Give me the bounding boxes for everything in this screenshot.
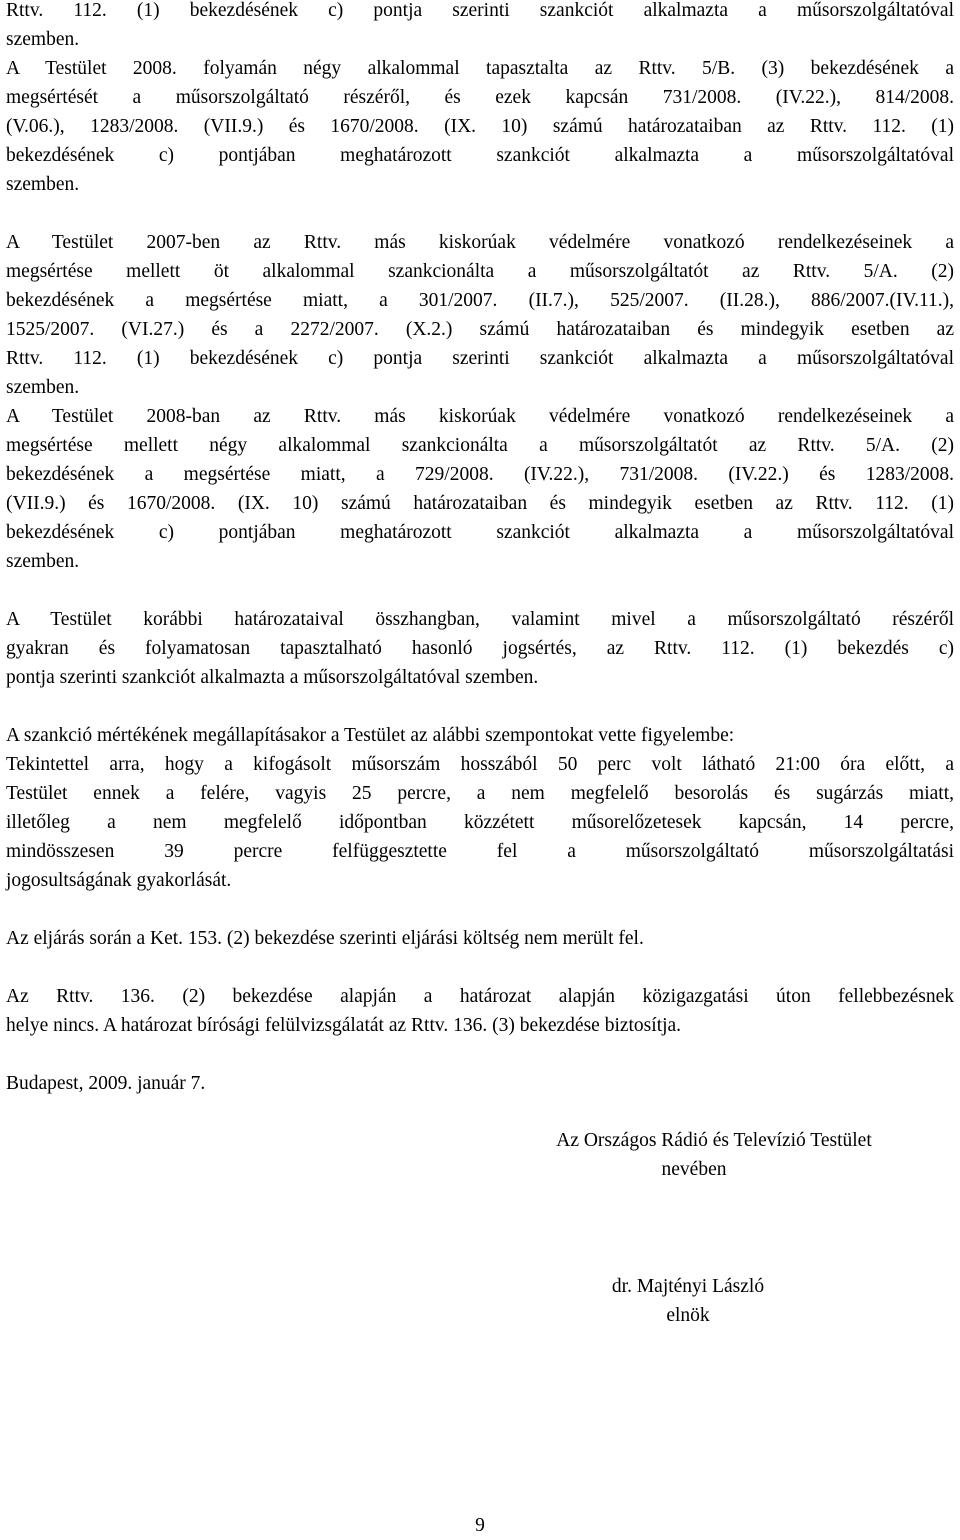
text-line: Rttv. 112. (1) bekezdésének c) pontja szerinti szankciót alkalmazta a műsorszolgáltatóval	[6, 0, 954, 21]
text-line: 1525/2007. (VI.27.) és a 2272/2007. (X.2.) számú határozataiban és mindegyik esetben az	[6, 319, 954, 340]
text-line: megsértése mellett négy alkalommal szankcionálta a műsorszolgáltatót az Rttv. 5/A. (2)	[6, 435, 954, 456]
text-line: Az Rttv. 136. (2) bekezdése alapján a határozat alapján közigazgatási úton fellebbezésnek	[6, 986, 954, 1007]
text-line: Az eljárás során a Ket. 153. (2) bekezdése szerinti eljárási költség nem merült fel.	[6, 928, 644, 949]
text-line: (VII.9.) és 1670/2008. (IX. 10) számú határozataiban és mindegyik esetben az Rttv. 112. (1)	[6, 493, 954, 514]
text-line: pontja szerinti szankciót alkalmazta a műsorszolgáltatóval szemben.	[6, 667, 539, 688]
text-line: megsértése mellett öt alkalommal szankcionálta a műsorszolgáltatót az Rttv. 5/A. (2)	[6, 261, 954, 282]
text-line: mindösszesen 39 percre felfüggesztette fel a műsorszolgáltató műsorszolgáltatási	[6, 841, 954, 862]
signature-name: dr. Majtényi László	[611, 1276, 765, 1297]
text-line: A Testület 2007-ben az Rttv. más kiskorúak védelmére vonatkozó rendelkezéseinek a	[6, 232, 954, 253]
signature-title: elnök	[666, 1305, 710, 1326]
text-line: bekezdésének a megsértése miatt, a 729/2008. (IV.22.), 731/2008. (IV.22.) és 1283/2008.	[6, 464, 954, 485]
text-line: (V.06.), 1283/2008. (VII.9.) és 1670/2008. (IX. 10) számú határozataiban az Rttv. 112. (1)	[6, 116, 954, 137]
page-number: 9	[475, 1515, 485, 1536]
text-line: szemben.	[6, 551, 80, 572]
text-line: bekezdésének a megsértése miatt, a 301/2007. (II.7.), 525/2007. (II.28.), 886/2007.(IV.11.),	[6, 290, 954, 311]
text-line: gyakran és folyamatosan tapasztalható hasonló jogsértés, az Rttv. 112. (1) bekezdés c)	[6, 638, 954, 659]
text-line: jogosultságának gyakorlását.	[6, 870, 232, 891]
text-line: A Testület 2008. folyamán négy alkalommal tapasztalta az Rttv. 5/B. (3) bekezdésének a	[6, 58, 954, 79]
text-line: szemben.	[6, 174, 80, 195]
text-line: bekezdésének c) pontjában meghatározott szankciót alkalmazta a műsorszolgáltatóval	[6, 145, 954, 166]
text-line: szemben.	[6, 377, 80, 398]
text-line: szemben.	[6, 29, 80, 50]
text-line: bekezdésének c) pontjában meghatározott szankciót alkalmazta a műsorszolgáltatóval	[6, 522, 954, 543]
text-line: Tekintettel arra, hogy a kifogásolt műsorszám hosszából 50 perc volt látható 21:00 óra előtt, a	[6, 754, 954, 775]
text-line: A Testület 2008-ban az Rttv. más kiskorúak védelmére vonatkozó rendelkezéseinek a	[6, 406, 954, 427]
text-line: Testület ennek a felére, vagyis 25 percre, a nem megfelelő besorolás és sugárzás miatt,	[6, 783, 954, 804]
text-line: helye nincs. A határozat bírósági felülvizsgálatát az Rttv. 136. (3) bekezdése biztosítja.	[6, 1015, 682, 1036]
text-line: megsértését a műsorszolgáltató részéről, és ezek kapcsán 731/2008. (IV.22.), 814/2008.	[6, 87, 954, 108]
text-line: A Testület korábbi határozataival összhangban, valamint mivel a műsorszolgáltató részéről	[6, 609, 954, 630]
signature-org-line2: nevében	[661, 1159, 727, 1180]
text-line: illetőleg a nem megfelelő időpontban közzétett műsorelőzetesek kapcsán, 14 percre,	[6, 812, 954, 833]
date-line: Budapest, 2009. január 7.	[6, 1073, 206, 1094]
signature-org-line1: Az Országos Rádió és Televízió Testület	[556, 1130, 872, 1151]
text-line: Rttv. 112. (1) bekezdésének c) pontja szerinti szankciót alkalmazta a műsorszolgáltatóval	[6, 348, 954, 369]
text-line: A szankció mértékének megállapításakor a Testület az alábbi szempontokat vette figyelembe:	[6, 725, 735, 746]
